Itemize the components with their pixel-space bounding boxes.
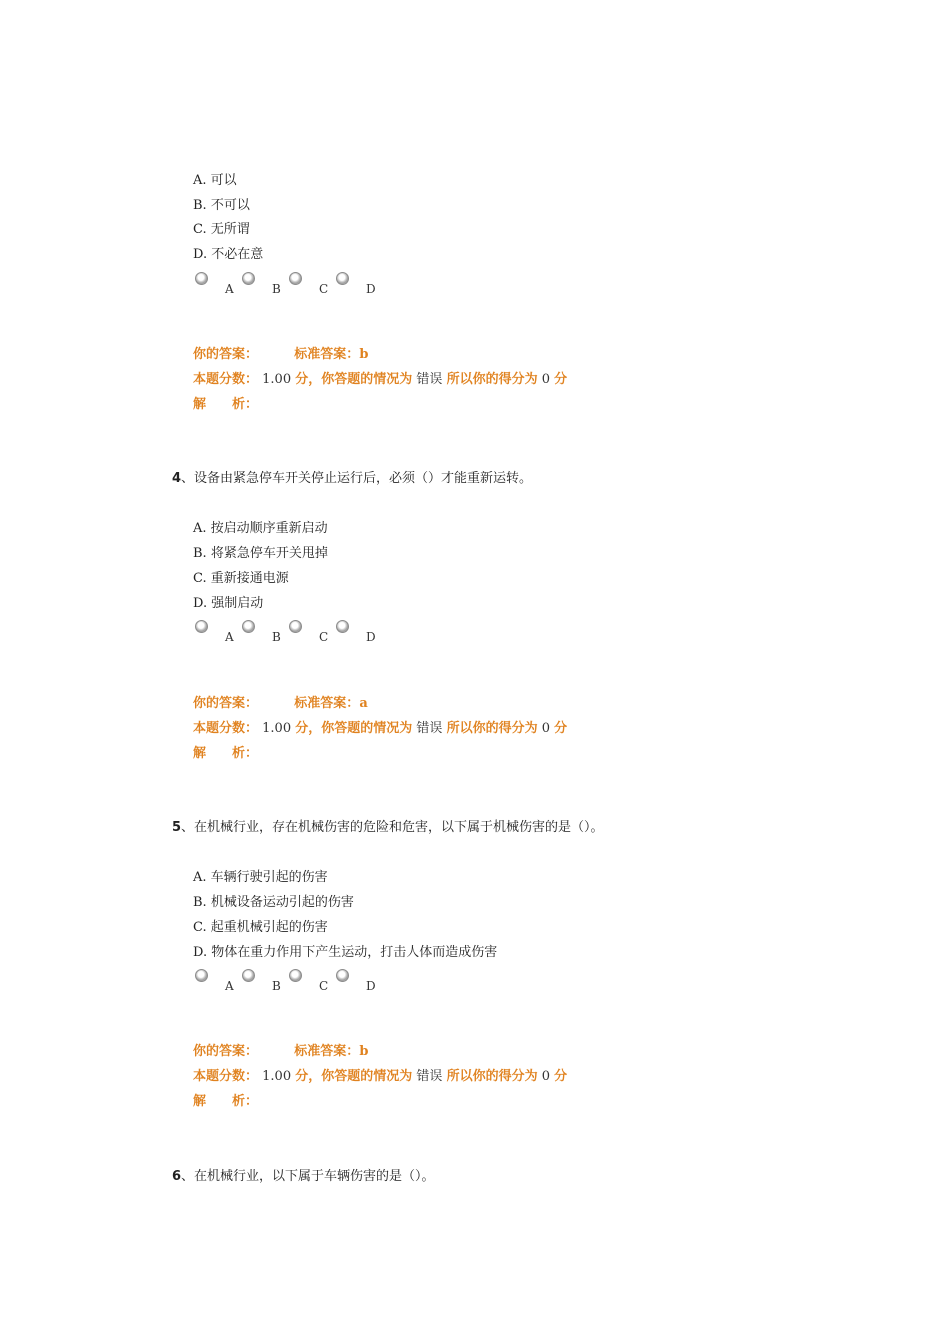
question-4-title: [172, 471, 532, 487]
radio-label-a: A: [225, 282, 234, 296]
question-5-title: [172, 820, 604, 836]
analysis-label: 解 析：: [193, 1094, 259, 1109]
answer-radio-group: [195, 620, 385, 644]
option-a: A. 可以: [193, 173, 237, 188]
final-label: 所以你的得分为: [446, 1069, 538, 1084]
radio-label-b: B: [272, 979, 281, 993]
radio-label-a: A: [225, 979, 234, 993]
radio-a[interactable]: [195, 969, 208, 982]
score-mid-text: 分，你答题的情况为: [295, 721, 413, 736]
option-a: A. 按启动顺序重新启动: [193, 521, 328, 536]
radio-b[interactable]: [242, 272, 255, 285]
score-label: 本题分数：: [193, 1069, 259, 1084]
radio-label-d: D: [366, 979, 376, 993]
final-value: 0: [541, 721, 550, 736]
radio-b[interactable]: [242, 969, 255, 982]
analysis-label: 解 析：: [193, 397, 259, 412]
radio-b[interactable]: [242, 620, 255, 633]
option-d: D. 物体在重力作用下产生运动，打击人体而造成伤害: [193, 945, 498, 960]
final-value: 0: [541, 1069, 550, 1084]
final-unit: 分: [554, 1069, 568, 1084]
score-line: [193, 372, 567, 388]
option-c: C. 起重机械引起的伤害: [193, 920, 328, 935]
your-answer-label: 你的答案：: [193, 1044, 259, 1059]
score-mid-text: 分，你答题的情况为: [295, 1069, 413, 1084]
question-6-title: [172, 1169, 435, 1185]
final-unit: 分: [554, 721, 568, 736]
your-answer-label: 你的答案：: [193, 696, 259, 711]
score-value: 1.00: [262, 372, 292, 387]
answer-radio-group: [195, 272, 385, 296]
score-line: [193, 1069, 567, 1085]
standard-answer-label: 标准答案：: [294, 696, 360, 711]
radio-d[interactable]: [336, 272, 349, 285]
analysis-label: 解 析：: [193, 746, 259, 761]
final-label: 所以你的得分为: [446, 372, 538, 387]
your-answer-label: 你的答案：: [193, 347, 259, 362]
question-number: 5: [172, 820, 182, 835]
option-d: D. 强制启动: [193, 596, 264, 611]
option-a: A. 车辆行驶引起的伤害: [193, 870, 328, 885]
score-value: 1.00: [262, 1069, 292, 1084]
result-value: 错误: [416, 1069, 443, 1084]
radio-a[interactable]: [195, 620, 208, 633]
question-text: 、在机械行业，以下属于车辆伤害的是（）。: [181, 1169, 435, 1184]
radio-label-b: B: [272, 282, 281, 296]
option-d: D. 不必在意: [193, 247, 264, 262]
option-b: B. 机械设备运动引起的伤害: [193, 895, 354, 910]
radio-d[interactable]: [336, 620, 349, 633]
final-unit: 分: [554, 372, 568, 387]
option-b: B. 将紧急停车开关甩掉: [193, 546, 328, 561]
score-line: [193, 721, 567, 737]
radio-label-d: D: [366, 630, 376, 644]
standard-answer-label: 标准答案：: [294, 1044, 360, 1059]
radio-d[interactable]: [336, 969, 349, 982]
answer-line: [193, 347, 368, 363]
final-value: 0: [541, 372, 550, 387]
standard-answer-value: b: [359, 347, 369, 362]
radio-label-c: C: [319, 282, 329, 296]
radio-label-d: D: [366, 282, 376, 296]
score-value: 1.00: [262, 721, 292, 736]
standard-answer-label: 标准答案：: [294, 347, 360, 362]
question-number: 6: [172, 1169, 182, 1184]
question-text: 、在机械行业，存在机械伤害的危险和危害，以下属于机械伤害的是（）。: [181, 820, 604, 835]
standard-answer-value: b: [359, 1044, 369, 1059]
score-mid-text: 分，你答题的情况为: [295, 372, 413, 387]
radio-label-c: C: [319, 979, 329, 993]
radio-c[interactable]: [289, 969, 302, 982]
radio-a[interactable]: [195, 272, 208, 285]
radio-label-b: B: [272, 630, 281, 644]
answer-line: [193, 1044, 368, 1060]
radio-c[interactable]: [289, 620, 302, 633]
score-label: 本题分数：: [193, 721, 259, 736]
option-c: C. 重新接通电源: [193, 571, 289, 586]
result-value: 错误: [416, 721, 443, 736]
question-text: 、设备由紧急停车开关停止运行后，必须（）才能重新运转。: [181, 471, 533, 486]
radio-c[interactable]: [289, 272, 302, 285]
question-number: 4: [172, 471, 182, 486]
option-c: C. 无所谓: [193, 222, 250, 237]
radio-label-c: C: [319, 630, 329, 644]
result-value: 错误: [416, 372, 443, 387]
option-b: B. 不可以: [193, 198, 250, 213]
standard-answer-value: a: [359, 696, 368, 711]
answer-radio-group: [195, 969, 385, 993]
radio-label-a: A: [225, 630, 234, 644]
final-label: 所以你的得分为: [446, 721, 538, 736]
answer-line: [193, 696, 368, 712]
score-label: 本题分数：: [193, 372, 259, 387]
